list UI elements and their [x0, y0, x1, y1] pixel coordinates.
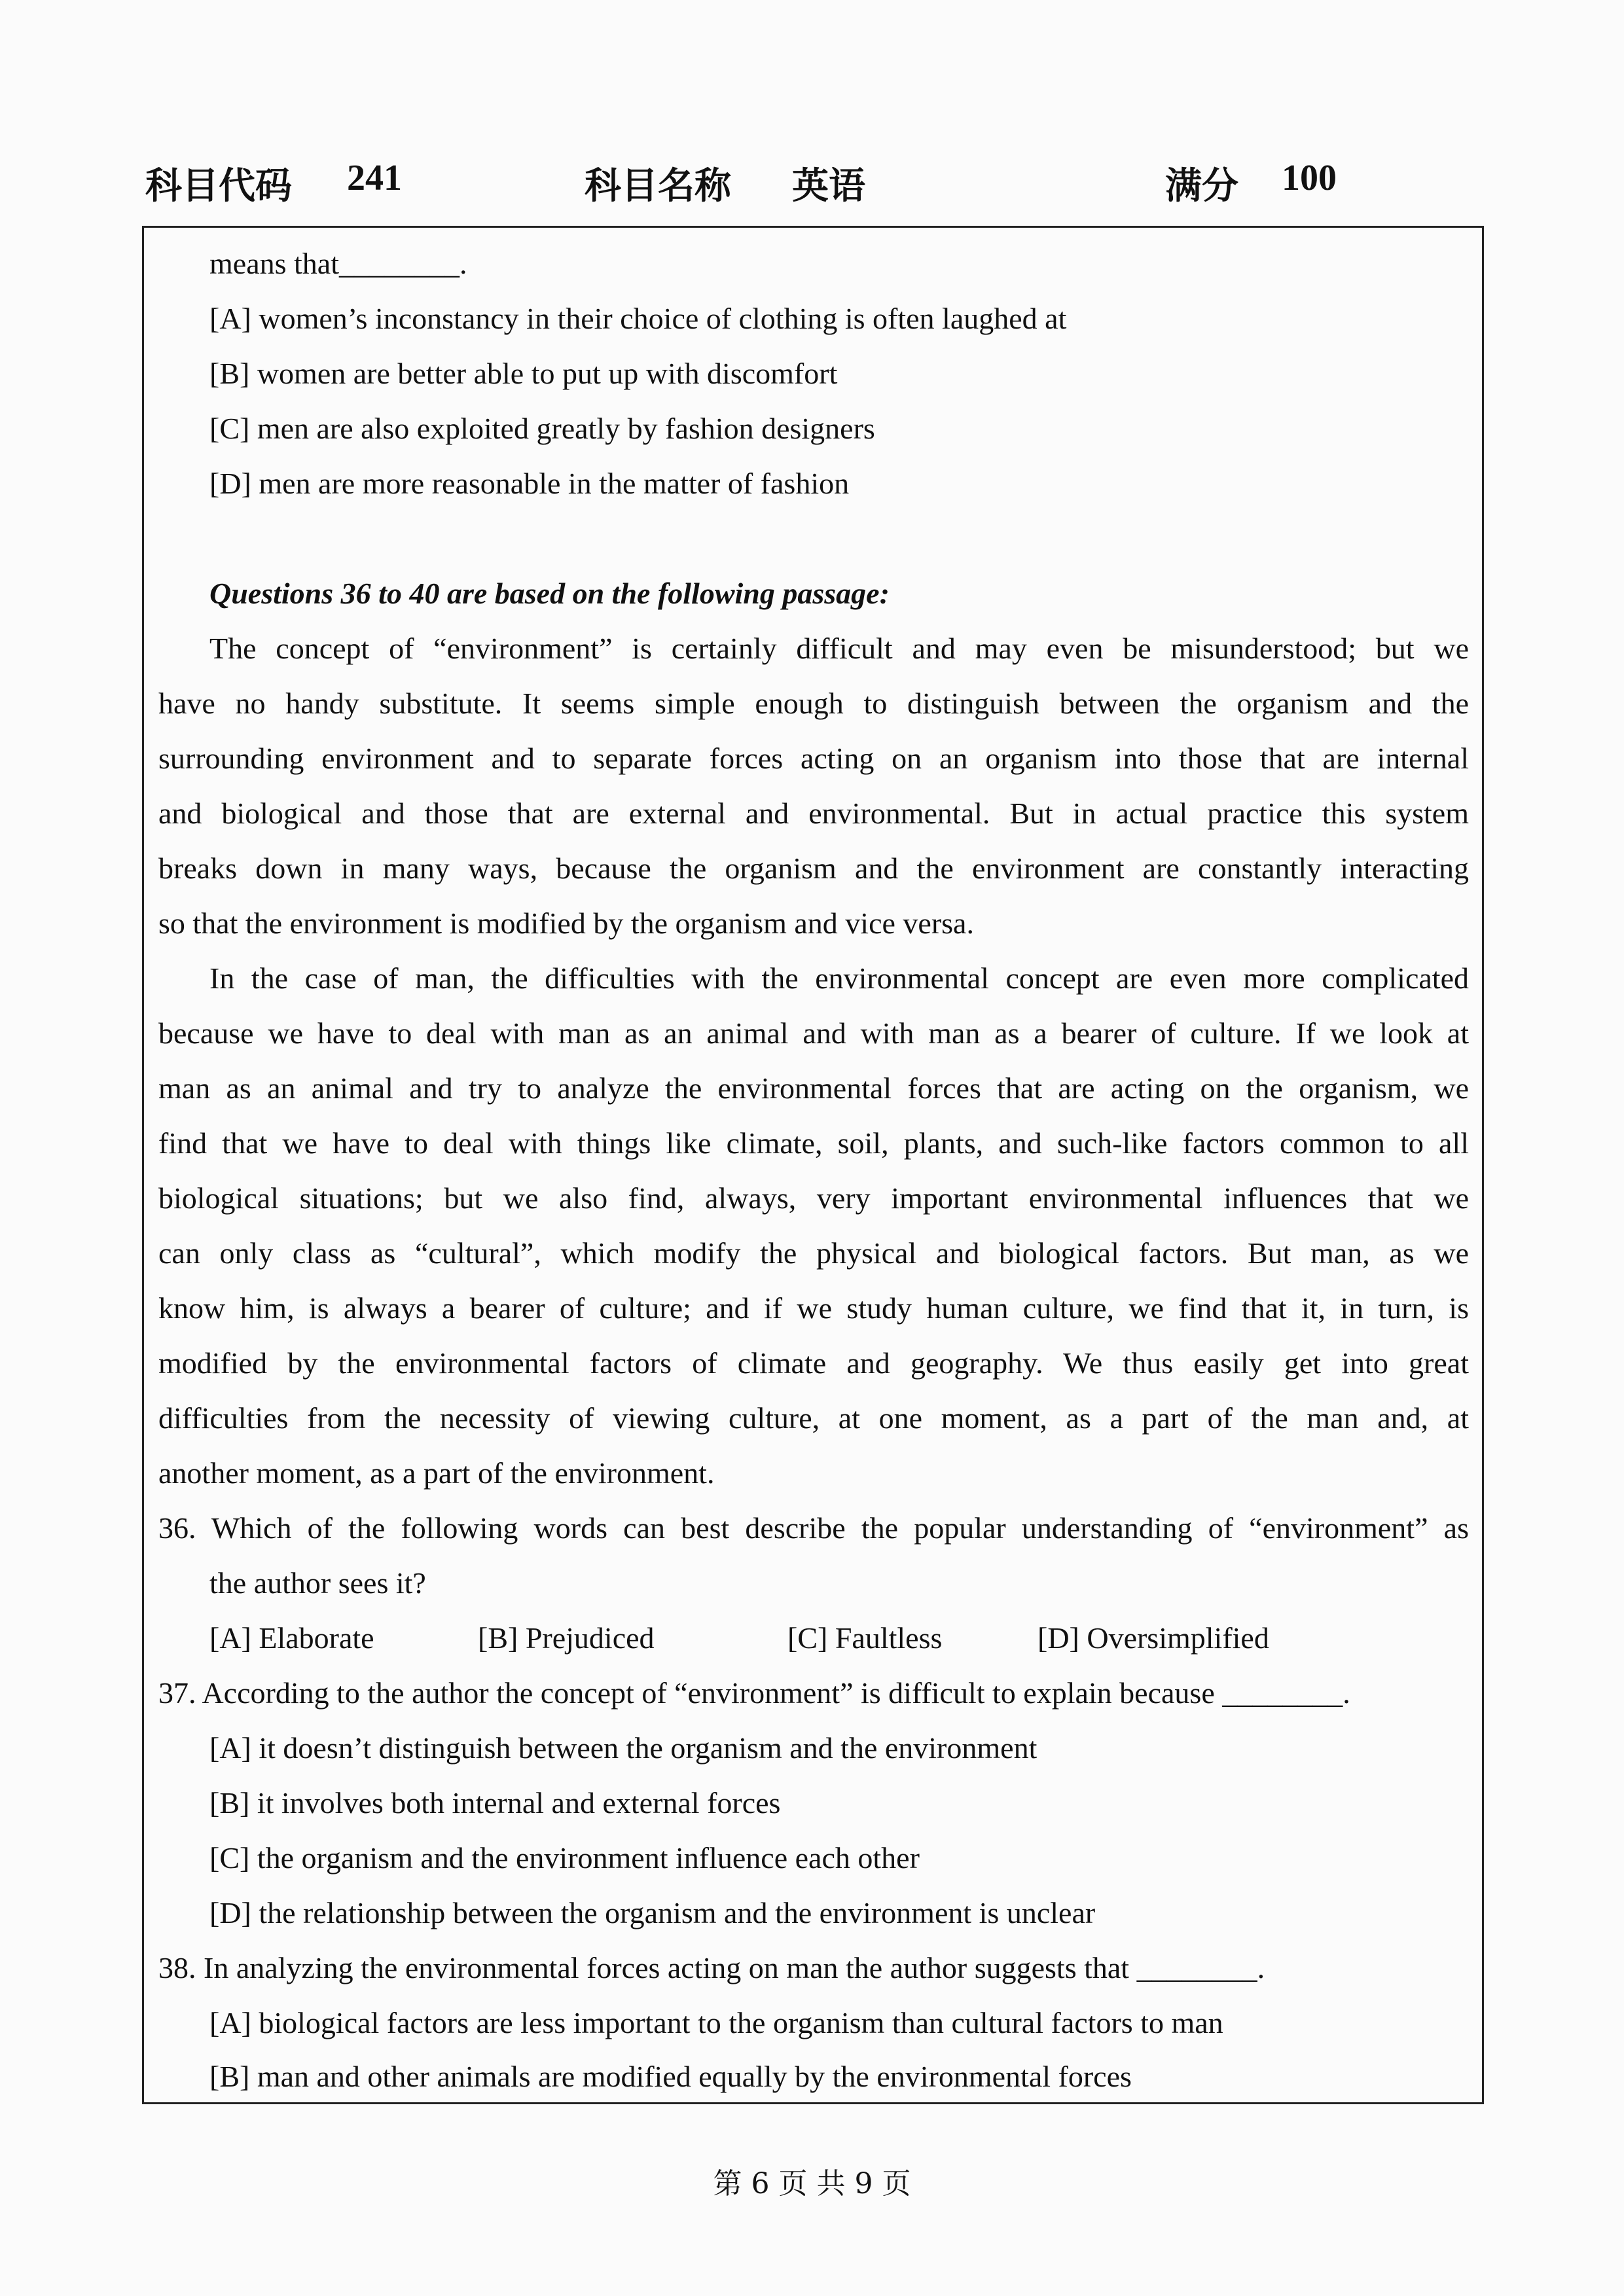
prev-option-a: [A] women’s inconstancy in their choice of clothing is often laughed at — [209, 302, 1067, 335]
passage-p1-line: and biological and those that are external and environmental. But in actual practice this system — [158, 797, 1469, 830]
q37-option-d: [D] the relationship between the organism and the environment is unclear — [209, 1896, 1096, 1929]
passage-p2-line: difficulties from the necessity of viewing culture, at one moment, as a part of the man and, at — [158, 1401, 1469, 1435]
q37-option-b: [B] it involves both internal and external forces — [209, 1786, 781, 1820]
exam-header — [0, 157, 1624, 209]
page-number: 第 6 页 共 9 页 — [713, 2167, 911, 2200]
passage-p2-line: modified by the environmental factors of climate and geography. We thus easily get into great — [158, 1346, 1469, 1380]
q37-stem: 37. According to the author the concept of “environment” is difficult to explain because ________. — [158, 1676, 1350, 1710]
passage-p2-line: find that we have to deal with things like climate, soil, plants, and such-like factors common to all — [158, 1126, 1469, 1160]
content-frame — [142, 226, 1484, 2104]
prev-question-stem-end: means that________. — [209, 247, 467, 280]
q36-stem-line2: the author sees it? — [209, 1566, 426, 1600]
passage-p2-line: In the case of man, the difficulties with the environmental concept are even more complicated — [209, 961, 1469, 995]
subject-name-value: 英语 — [792, 164, 865, 207]
full-score-label: 满分 — [1165, 164, 1238, 207]
full-score-value: 100 — [1282, 158, 1337, 198]
q36-option-a: [A] Elaborate — [209, 1621, 374, 1655]
prev-option-c: [C] men are also exploited greatly by fashion designers — [209, 412, 875, 445]
q36-stem-line1: 36. Which of the following words can best describe the popular understanding of “environment” as — [158, 1511, 1469, 1545]
passage-p2-line: man as an animal and try to analyze the environmental forces that are acting on the organism, we — [158, 1071, 1469, 1105]
q38-option-a: [A] biological factors are less important to the organism than cultural factors to man — [209, 2006, 1223, 2039]
q36-option-b: [B] Prejudiced — [478, 1621, 655, 1655]
passage-p2-line: another moment, as a part of the environment. — [158, 1456, 715, 1490]
subject-name-label: 科目名称 — [585, 164, 731, 207]
subject-code-label: 科目代码 — [145, 164, 292, 207]
passage-p2-line: know him, is always a bearer of culture; and if we study human culture, we find that it, in turn, is — [158, 1291, 1469, 1325]
passage-p2-line: because we have to deal with man as an animal and with man as a bearer of culture. If we look at — [158, 1016, 1469, 1050]
q38-option-b: [B] man and other animals are modified equally by the environmental forces — [209, 2060, 1132, 2093]
passage-p1-line: surrounding environment and to separate forces acting on an organism into those that are internal — [158, 742, 1469, 775]
passage-p1-line: so that the environment is modified by the organism and vice versa. — [158, 906, 974, 940]
q38-stem: 38. In analyzing the environmental forces acting on man the author suggests that ________. — [158, 1951, 1265, 1984]
passage-p1-line: have no handy substitute. It seems simple enough to distinguish between the organism and the — [158, 687, 1469, 720]
passage-heading: Questions 36 to 40 are based on the following passage: — [209, 577, 890, 610]
passage-p2-line: biological situations; but we also find, always, very important environmental influences that we — [158, 1181, 1469, 1215]
subject-code-value: 241 — [347, 158, 402, 198]
q37-option-a: [A] it doesn’t distinguish between the organism and the environment — [209, 1731, 1038, 1765]
prev-option-d: [D] men are more reasonable in the matter of fashion — [209, 467, 850, 500]
passage-p1-line: The concept of “environment” is certainly difficult and may even be misunderstood; but we — [209, 632, 1469, 665]
prev-option-b: [B] women are better able to put up with discomfort — [209, 357, 838, 390]
q36-option-d: [D] Oversimplified — [1038, 1621, 1269, 1655]
q36-option-c: [C] Faultless — [787, 1621, 943, 1655]
passage-p2-line: can only class as “cultural”, which modify the physical and biological factors. But man, as we — [158, 1236, 1469, 1270]
passage-p1-line: breaks down in many ways, because the organism and the environment are constantly interacting — [158, 852, 1469, 885]
q37-option-c: [C] the organism and the environment influence each other — [209, 1841, 920, 1874]
